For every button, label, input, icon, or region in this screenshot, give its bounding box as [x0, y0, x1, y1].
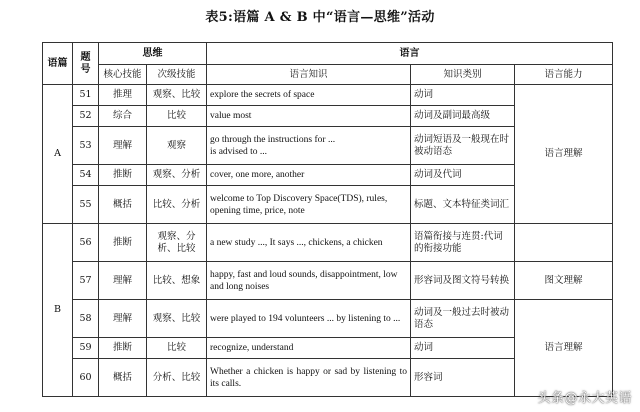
header-ability: 语言能力 — [515, 65, 613, 85]
sub-skill: 比较 — [147, 106, 207, 127]
header-knowledge: 语言知识 — [207, 65, 411, 85]
core-skill: 理解 — [99, 127, 147, 165]
header-core-skill: 核心技能 — [99, 65, 147, 85]
core-skill: 理解 — [99, 262, 147, 300]
knowledge-type: 动词 — [411, 85, 515, 106]
language-knowledge: recognize, understand — [207, 338, 411, 359]
sub-skill: 观察、比较 — [147, 85, 207, 106]
watermark-text: 头条@永大英语 — [537, 391, 632, 406]
row-number: 57 — [73, 262, 99, 300]
header-number: 题号 — [73, 43, 99, 85]
ability-comprehension-a: 语言理解 — [515, 85, 613, 224]
table-row — [43, 262, 613, 300]
row-number: 55 — [73, 186, 99, 224]
header-knowledge-type: 知识类别 — [411, 65, 515, 85]
core-skill: 推理 — [99, 85, 147, 106]
sub-skill: 观察、比较 — [147, 300, 207, 338]
knowledge-type: 动词及代词 — [411, 165, 515, 186]
sub-skill: 观察、分析、比较 — [147, 224, 207, 262]
activity-table — [42, 42, 613, 397]
language-knowledge: welcome to Top Discovery Space(TDS), rules, opening time, price, note — [207, 186, 411, 224]
ability-image-text: 图文理解 — [515, 262, 613, 300]
table-row — [43, 300, 613, 338]
ability-blank-cell — [515, 224, 613, 262]
row-number: 52 — [73, 106, 99, 127]
language-knowledge: go through the instructions for ... is advised to ... — [207, 127, 411, 165]
sub-skill: 观察 — [147, 127, 207, 165]
language-knowledge: cover, one more, another — [207, 165, 411, 186]
sub-skill: 比较 — [147, 338, 207, 359]
header-sub-skill: 次级技能 — [147, 65, 207, 85]
core-skill: 综合 — [99, 106, 147, 127]
language-knowledge: a new study ..., It says ..., chickens, a chicken — [207, 224, 411, 262]
header-language: 语言 — [207, 43, 613, 65]
language-knowledge: explore the secrets of space — [207, 85, 411, 106]
row-number: 60 — [73, 359, 99, 397]
group-a-label: A — [43, 85, 73, 224]
knowledge-type: 语篇衔接与连贯:代词的衔接功能 — [411, 224, 515, 262]
row-number: 56 — [73, 224, 99, 262]
core-skill: 推断 — [99, 338, 147, 359]
core-skill: 推断 — [99, 224, 147, 262]
knowledge-type: 形容词及图文符号转换 — [411, 262, 515, 300]
group-b-label: B — [43, 224, 73, 397]
knowledge-type: 形容词 — [411, 359, 515, 397]
table-row — [43, 224, 613, 262]
language-knowledge: happy, fast and loud sounds, disappointment, low and long noises — [207, 262, 411, 300]
header-thinking: 思维 — [99, 43, 207, 65]
core-skill: 理解 — [99, 300, 147, 338]
row-number: 59 — [73, 338, 99, 359]
sub-skill: 比较、分析 — [147, 186, 207, 224]
core-skill: 推断 — [99, 165, 147, 186]
knowledge-type: 动词及副词最高级 — [411, 106, 515, 127]
language-knowledge: Whether a chicken is happy or sad by listening to its calls. — [207, 359, 411, 397]
sub-skill: 观察、分析 — [147, 165, 207, 186]
sub-skill: 比较、想象 — [147, 262, 207, 300]
row-number: 51 — [73, 85, 99, 106]
knowledge-type: 动词短语及一般现在时被动语态 — [411, 127, 515, 165]
row-number: 53 — [73, 127, 99, 165]
ability-comprehension-b: 语言理解 — [515, 300, 613, 397]
table-row — [43, 85, 613, 106]
row-number: 54 — [73, 165, 99, 186]
knowledge-type: 动词 — [411, 338, 515, 359]
row-number: 58 — [73, 300, 99, 338]
table-caption: 表5:语篇 A & B 中“语言—思维”活动 — [205, 10, 435, 25]
language-knowledge: were played to 194 volunteers ... by listening to ... — [207, 300, 411, 338]
header-passage: 语篇 — [43, 43, 73, 85]
language-knowledge: value most — [207, 106, 411, 127]
knowledge-type: 动词及一般过去时被动语态 — [411, 300, 515, 338]
sub-skill: 分析、比较 — [147, 359, 207, 397]
core-skill: 概括 — [99, 359, 147, 397]
core-skill: 概括 — [99, 186, 147, 224]
knowledge-type: 标题、文本特征类词汇 — [411, 186, 515, 224]
